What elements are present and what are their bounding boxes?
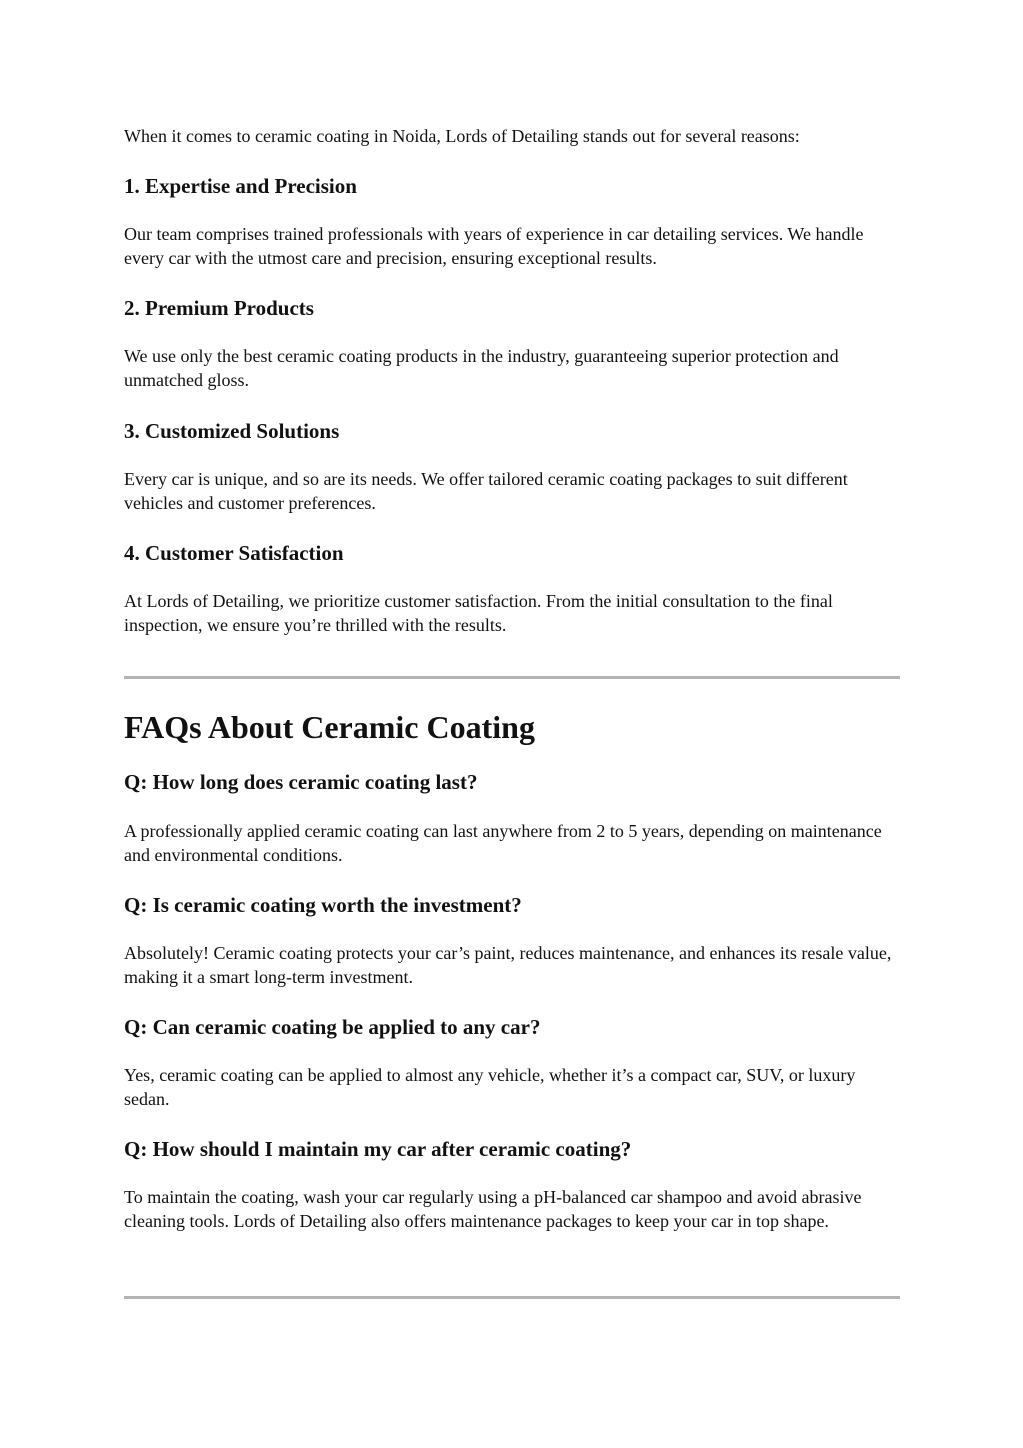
- reason-heading-products: 2. Premium Products: [124, 296, 314, 320]
- faq-question-investment: Q: Is ceramic coating worth the investment?: [124, 893, 522, 917]
- reason-body-solutions: Every car is unique, and so are its needs. We offer tailored ceramic coating packages to suit different vehicles and customer preferences.: [124, 469, 848, 513]
- intro-paragraph: When it comes to ceramic coating in Noida, Lords of Detailing stands out for several reasons:: [124, 126, 800, 146]
- faq-answer-maintenance: To maintain the coating, wash your car regularly using a pH-balanced car shampoo and avoid abrasive cleaning tools. Lords of Detailing also offers maintenance packages to keep your car in top shape.: [124, 1187, 862, 1231]
- faq-answer-investment: Absolutely! Ceramic coating protects your car’s paint, reduces maintenance, and enhances its resale value, making it a smart long-term investment.: [124, 943, 892, 987]
- reason-body-satisfaction: At Lords of Detailing, we prioritize customer satisfaction. From the initial consultation to the final inspection, we ensure you’re thrilled with the results.: [124, 591, 833, 635]
- reason-heading-solutions: 3. Customized Solutions: [124, 419, 340, 443]
- faq-question-any-car: Q: Can ceramic coating be applied to any car?: [124, 1015, 541, 1039]
- section-divider-bottom: [124, 1296, 900, 1299]
- reason-heading-satisfaction: 4. Customer Satisfaction: [124, 541, 344, 565]
- faq-answer-duration: A professionally applied ceramic coating can last anywhere from 2 to 5 years, depending on maintenance and environmental conditions.: [124, 821, 882, 865]
- faq-question-maintenance: Q: How should I maintain my car after ceramic coating?: [124, 1137, 632, 1161]
- reason-body-products: We use only the best ceramic coating products in the industry, guaranteeing superior protection and unmatched gloss.: [124, 346, 839, 390]
- faq-question-duration: Q: How long does ceramic coating last?: [124, 770, 478, 794]
- section-divider: [124, 676, 900, 679]
- reason-heading-expertise: 1. Expertise and Precision: [124, 174, 357, 198]
- faq-answer-any-car: Yes, ceramic coating can be applied to almost any vehicle, whether it’s a compact car, SUV, or luxury sedan.: [124, 1065, 856, 1109]
- reason-body-expertise: Our team comprises trained professionals with years of experience in car detailing services. We handle every car with the utmost care and precision, ensuring exceptional results.: [124, 224, 864, 268]
- faq-title: FAQs About Ceramic Coating: [124, 709, 535, 745]
